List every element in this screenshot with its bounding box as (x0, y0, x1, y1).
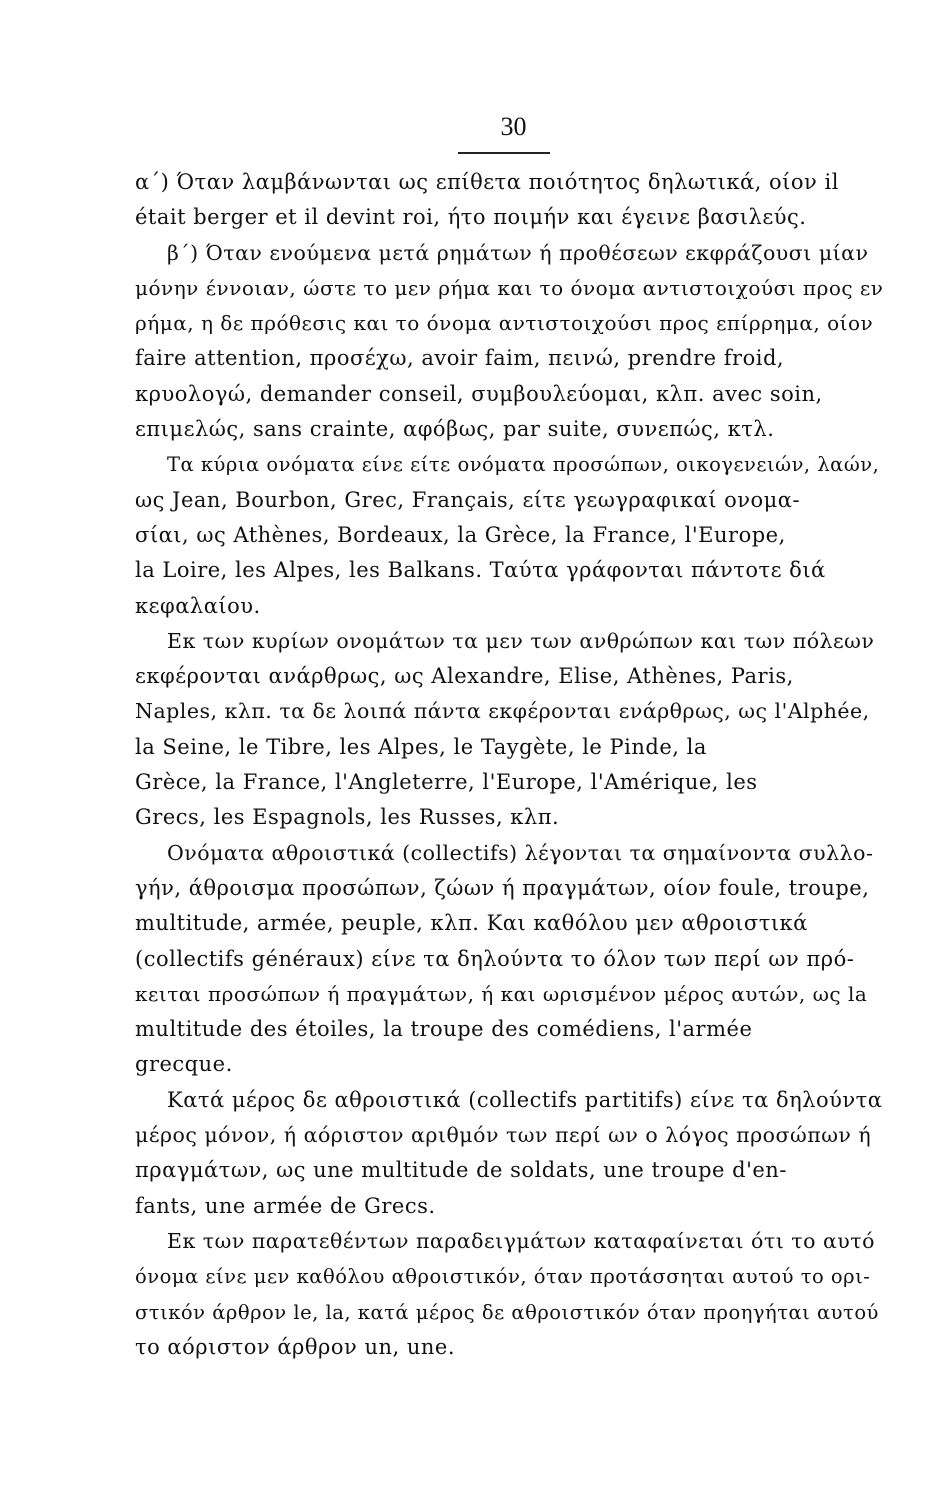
text-line: μόνην έννοιαν, ώστε το μεν ρήμα και το όνομα αντιστοιχούσι προς εν (135, 275, 884, 300)
text-line: Εκ των κυρίων ονομάτων τα μεν των ανθρώπων και των πόλεων (167, 628, 875, 653)
text-line: Τα κύρια ονόματα είνε είτε ονόματα προσώπων, οικογενειών, λαών, (167, 453, 880, 477)
text-body (135, 165, 883, 1365)
text-line: Grecs, les Espagnols, les Russes, κλπ. (135, 805, 560, 830)
text-line: ως Jean, Bourbon, Grec, Français, είτε γεωγραφικαί ονομα- (135, 487, 801, 512)
text-line: κεφαλαίου. (135, 593, 261, 618)
text-line: Εκ των παρατεθέντων παραδειγμάτων καταφαίνεται ότι το αυτό (167, 1228, 875, 1253)
text-line: multitude des étoiles, la troupe des comédiens, l'armée (135, 1017, 753, 1042)
text-line: σίαι, ως Athènes, Bordeaux, la Grèce, la France, l'Europe, (135, 522, 786, 547)
text-line: επιμελώς, sans crainte, αφόβως, par suite, συνεπώς, κτλ. (135, 417, 775, 442)
text-line: ρήμα, η δε πρόθεσις και το όνομα αντιστοιχούσι προς επίρρημα, οίον (135, 311, 874, 336)
text-line: multitude, armée, peuple, κλπ. Και καθόλου μεν αθροιστικά (135, 911, 808, 936)
text-line: fants, une armée de Grecs. (135, 1193, 436, 1218)
text-line: Ονόματα αθροιστικά (collectifs) λέγονται τα σημαίνοντα συλλο- (167, 840, 874, 865)
text-line: Κατά μέρος δε αθροιστικά (collectifs partitifs) είνε τα δηλούντα (167, 1087, 883, 1112)
text-line: était berger et il devint roi, ήτο ποιμήν και έγεινε βασιλεύς. (135, 205, 807, 230)
text-line: το αόριστον άρθρον un, une. (135, 1334, 456, 1359)
text-line: la Seine, le Tibre, les Alpes, le Taygète, le Pinde, la (135, 734, 707, 759)
text-line: β΄) Όταν ενούμενα μετά ρημάτων ή προθέσεων εκφράζουσι μίαν (167, 240, 869, 265)
text-line: όνομα είνε μεν καθόλου αθροιστικόν, όταν προτάσσηται αυτού το ορι- (135, 1265, 871, 1289)
text-line: κειται προσώπων ή πραγμάτων, ή και ωρισμένον μέρος αυτών, ως la (135, 981, 868, 1006)
text-line: (collectifs généraux) είνε τα δηλούντα το όλον των περί ων πρό- (135, 946, 855, 971)
page-number: 30 (500, 112, 527, 141)
text-line: la Loire, les Alpes, les Balkans. Ταύτα γράφονται πάντοτε διά (135, 558, 826, 583)
text-line: Grèce, la France, l'Angleterre, l'Europe, l'Amérique, les (135, 770, 758, 795)
text-line: faire attention, προσέχω, avoir faim, πεινώ, prendre froid, (135, 346, 785, 371)
text-line: α΄) Όταν λαμβάνωνται ως επίθετα ποιότητος δηλωτικά, οίον il (135, 170, 839, 194)
text-line: εκφέρονται ανάρθρως, ως Alexandre, Elise, Athènes, Paris, (135, 664, 794, 689)
page-number-rule (458, 152, 550, 154)
text-line: κρυολογώ, demander conseil, συμβουλεύομαι, κλπ. avec soin, (135, 381, 823, 406)
text-line: Naples, κλπ. τα δε λοιπά πάντα εκφέρονται ενάρθρως, ως l'Alphée, (135, 699, 870, 724)
text-line: μέρος μόνον, ή αόριστον αριθμόν των περί ων ο λόγος προσώπων ή (135, 1123, 872, 1148)
text-line: στικόν άρθρον le, la, κατά μέρος δε αθροιστικόν όταν προηγήται αυτού (135, 1300, 879, 1324)
text-line: πραγμάτων, ως une multitude de soldats, une troupe d'en- (135, 1158, 787, 1183)
text-line: grecque. (135, 1052, 233, 1077)
text-line: γήν, άθροισμα προσώπων, ζώων ή πραγμάτων, οίον foule, troupe, (135, 875, 870, 900)
